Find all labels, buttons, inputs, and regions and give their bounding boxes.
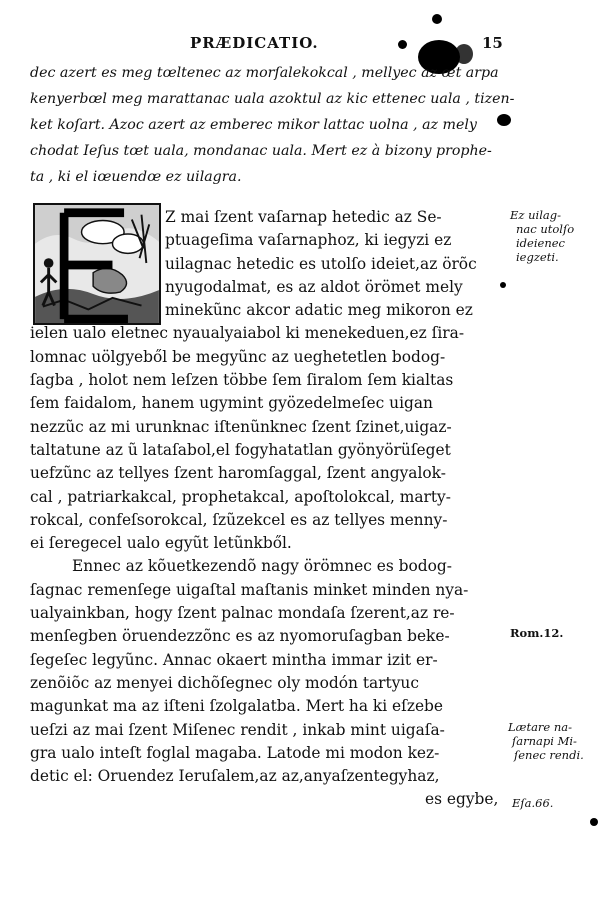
text-line: ſegeſec legyũnc. Annac okaert mintha immar izit er- [30, 650, 438, 669]
text-line: uilagnac hetedic es utolſo ideiet,az örõc [165, 254, 477, 273]
text-line: ta , ki el iœuendœ ez uilagra. [30, 169, 242, 185]
text-line: minekũnc akcor adatic meg mikoron ez [165, 301, 473, 320]
text-line: Ennec az kõuetkezendõ nagy örömnec es bodog- [72, 557, 452, 576]
text-line: lomnac uölgyeből be megyũnc az ueghetetlen bodog- [30, 347, 446, 366]
ink-blot [398, 40, 407, 49]
text-line: menſegben öruendezzõnc es az nyomoruſagban beke- [30, 627, 450, 646]
text-line: ſem faidalom, hanem ugymint gyözedelmeſec uigan [30, 394, 433, 413]
text-line: rokcal, confeſsorokcal, ſzũzekcel es az tellyes menny- [30, 510, 448, 529]
text-line: taltatune az ũ lataſabol,el fogyhatatlan gyönyörüſeget [30, 440, 451, 459]
ink-blot [432, 14, 442, 24]
folio-number: 15 [482, 34, 503, 52]
text-line: ielen ualo eletnec nyaualyaiabol ki menekeduen,ez ſira- [30, 324, 465, 343]
main-text [30, 206, 510, 812]
text-line: ſagba , holot nem leſzen többe ſem ſiralom ſem kialtas [30, 371, 454, 390]
text-line: ſagnac remenſege uigaſtal maſtanis minket minden nya- [30, 580, 469, 599]
catchword: es egybe, [425, 790, 499, 809]
text-line: zenõiõc az menyei dichõſegnec oly modón tartyuc [30, 673, 419, 692]
margin-note-laetare: Lætare na- ſarnapi Mi- ſenec rendi. [508, 720, 584, 762]
text-line: ei ſeregecel ualo egyũt letũnkből. [30, 534, 292, 553]
text-line: ptuageſima vaſarnaphoz, ki iegyzi ez [165, 231, 452, 250]
text-line: uefzũnc az tellyes ſzent haromſaggal, ſzent angyalok- [30, 464, 446, 483]
intro-passage [30, 60, 520, 190]
text-line: cal , patriarkakcal, prophetakcal, apoſtolokcal, marty- [30, 487, 451, 506]
margin-note-romans: Rom.12. [510, 626, 564, 640]
text-line: nyugodalmat, es az aldot örömet mely [165, 277, 463, 296]
text-line: magunkat ma az iſteni ſzolgalatba. Mert ha ki eſzebe [30, 697, 444, 716]
margin-note-isaiah: Eſa.66. [512, 796, 554, 810]
text-line: chodat Ieſus tœt uala, mondanac uala. Mert ez à bizony prophe- [30, 143, 492, 159]
text-line: gra ualo inteſt foglal magaba. Latode mi modon kez- [30, 743, 440, 762]
running-head: PRÆDICATIO. [190, 34, 319, 52]
text-line: kenyerbœl meg marattanac uala azoktul az kic ettenec uala , tizen- [30, 91, 515, 107]
text-line: dec azert es meg tœltenec az morſalekokcal , mellyec az œt arpa [30, 65, 499, 81]
text-line: Z mai ſzent vaſarnap hetedic az Se- [165, 208, 442, 226]
text-line: nezzũc az mi urunknac iſtenũnknec ſzent ſzinet,uigaz- [30, 417, 452, 436]
ink-blot [590, 818, 598, 826]
text-line: ueſzi az mai ſzent Miſenec rendit , inkab mint uigaſa- [30, 720, 445, 739]
text-line: ket koſart. Azoc azert az emberec mikor lattac uolna , az mely [30, 117, 477, 133]
margin-note-last-days: Ez uilag- nac utolſo ideienec iegzeti. [510, 208, 575, 264]
text-line: ualyainkban, hogy ſzent palnac mondaſa ſzerent,az re- [30, 604, 455, 623]
text-line: detic el: Oruendez Ieruſalem,az az,anyaſzentegyhaz, [30, 767, 440, 786]
